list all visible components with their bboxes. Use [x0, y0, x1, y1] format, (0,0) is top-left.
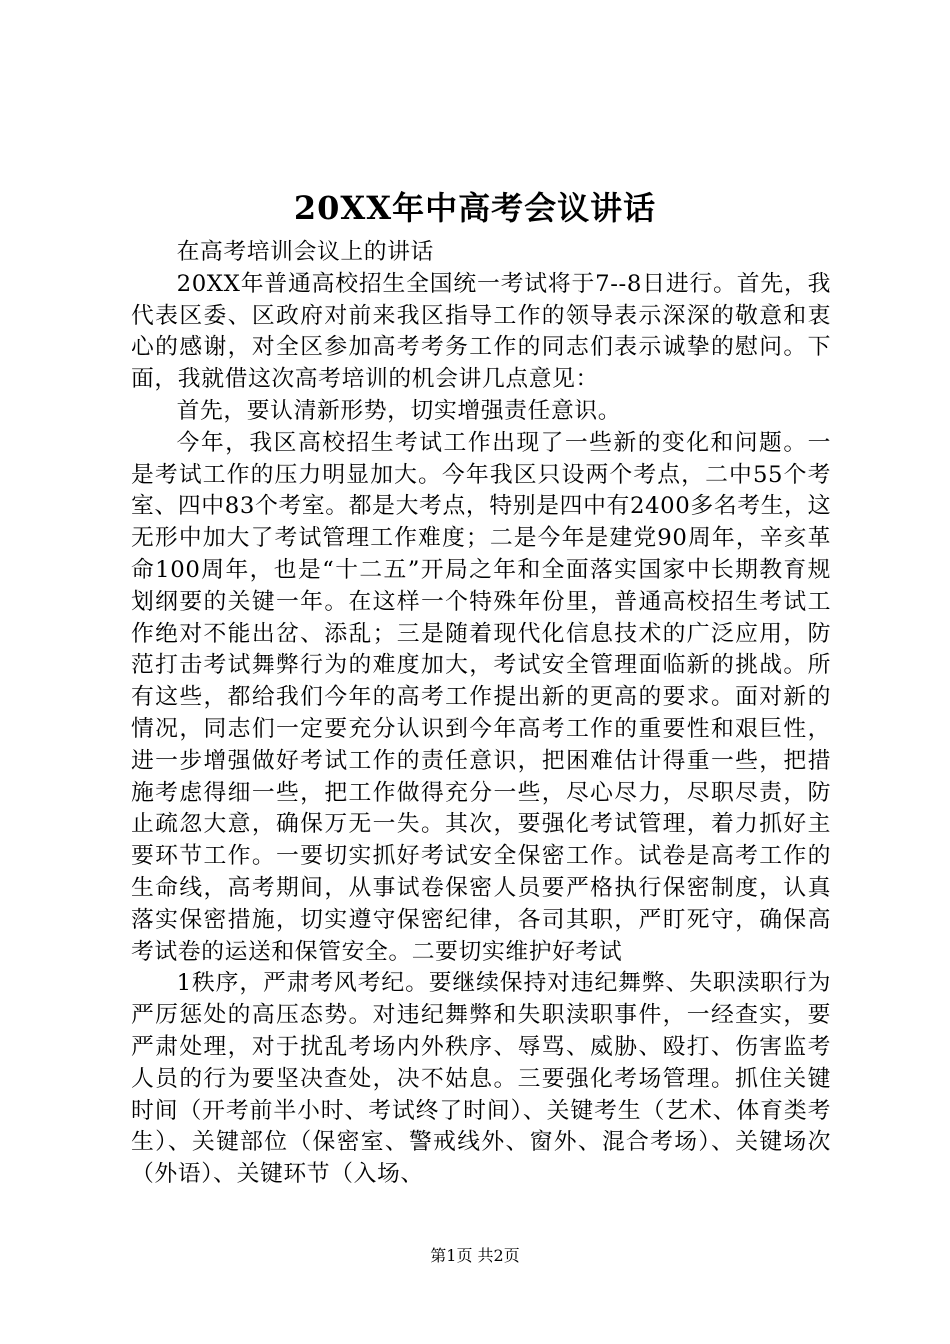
paragraph-heading-first: 首先，要认清新形势，切实增强责任意识。: [176, 397, 622, 424]
paragraph-main: 今年，我区高校招生考试工作出现了一些新的变化和问题。一是考试工作的压力明显加大。今年我区只设两个考点，二中55个考室、四中83个考室。都是大考点，特别是四中有2400多名考生，这无形中加大了考试管理工作难度；二是今年是建党90周年，辛亥革命100周年，也是“十二五”开局之年和全面落实国家中长期教育规划纲要的关键一年。在这样一个特殊年份里，普通高校招生考试工作绝对不能出岔、添乱；三是随着现代化信息技术的广泛应用，防范打击考试舞弊行为的难度加大，考试安全管理面临新的挑战。所有这些，都给我们今年的高考工作提出新的更高的要求。面对新的情况，同志们一定要充分认识到今年高考工作的重要性和艰巨性，进一步增强做好考试工作的责任意识，把困难估计得重一些，把措施考虑得细一些，把工作做得充分一些，尽心尽力，尽职尽责，防止疏忽大意，确保万无一失。其次，要强化考试管理，着力抓好主要环节工作。一要切实抓好考试安全保密工作。试卷是高考工作的生命线，高考期间，从事试卷保密人员要严格执行保密制度，认真落实保密措施，切实遵守保密纪律，各司其职，严盯死守，确保高考试卷的运送和保管安全。二要切实维护好考试: [131, 429, 831, 965]
document-body: [131, 237, 831, 1191]
paragraph-continued: 1秩序，严肃考风考纪。要继续保持对违纪舞弊、失职渎职行为严厉惩处的高压态势。对违纪舞弊和失职渎职事件，一经查实，要严肃处理，对于扰乱考场内外秩序、辱骂、威胁、殴打、伤害监考人员的行为要坚决查处，决不姑息。三要强化考场管理。抓住关键时间（开考前半小时、考试终了时间）、关键考生（艺术、体育类考生）、关键部位（保密室、警戒线外、窗外、混合考场）、关键场次（外语）、关键环节（入场、: [131, 970, 831, 1188]
paragraph-subtitle: 在高考培训会议上的讲话: [176, 239, 434, 265]
paragraph-intro: 20XX年普通高校招生全国统一考试将于7--8日进行。首先，我代表区委、区政府对前来我区指导工作的领导表示深深的敬意和衷心的感谢，对全区参加高考考务工作的同志们表示诚挚的慰问。下面，我就借这次高考培训的机会讲几点意见：: [131, 270, 831, 393]
document-title: 20XX年中高考会议讲话: [293, 189, 657, 227]
page-number-footer: 第1页 共2页: [430, 1246, 520, 1265]
